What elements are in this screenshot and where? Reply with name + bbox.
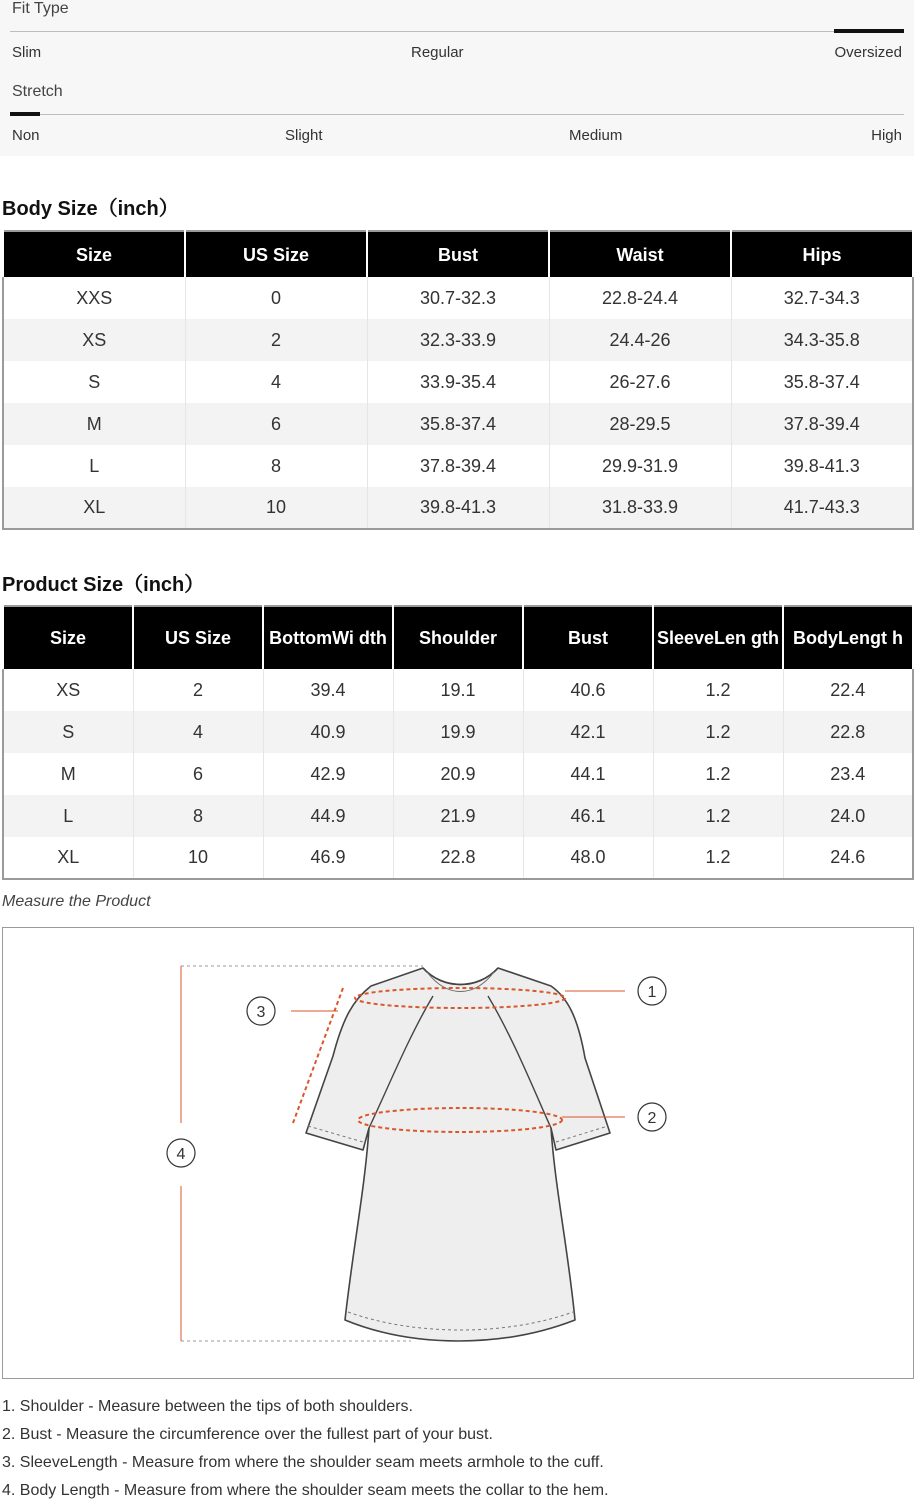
note-body-length: 4. Body Length - Measure from where the shoulder seam meets the collar to the hem. [2, 1482, 609, 1499]
header-us-size: US Size [133, 606, 263, 669]
cell: 1.2 [653, 795, 783, 837]
product-size-header-row [3, 606, 913, 669]
stretch-label-slight: Slight [285, 127, 323, 144]
cell: 44.9 [263, 795, 393, 837]
cell: 37.8-39.4 [367, 445, 549, 487]
cell: 40.6 [523, 669, 653, 711]
stretch-label-non: Non [12, 127, 40, 144]
cell: 10 [133, 837, 263, 879]
fit-type-label-regular: Regular [411, 44, 464, 61]
cell: 4 [185, 361, 367, 403]
cell: 23.4 [783, 753, 913, 795]
note-bust: 2. Bust - Measure the circumference over the fullest part of your bust. [2, 1426, 493, 1443]
marker-4 [167, 1139, 195, 1167]
tshirt-outline [306, 968, 610, 1341]
table-row [3, 487, 913, 529]
cell: 8 [133, 795, 263, 837]
cell: 19.1 [393, 669, 523, 711]
fit-stretch-panel [0, 0, 914, 156]
cell: 22.8 [783, 711, 913, 753]
cell: 39.8-41.3 [367, 487, 549, 529]
cell: 24.0 [783, 795, 913, 837]
cell: 42.1 [523, 711, 653, 753]
cell: 22.4 [783, 669, 913, 711]
cell: M [3, 753, 133, 795]
marker-3 [247, 997, 275, 1025]
cell: XS [3, 669, 133, 711]
cell: 26-27.6 [549, 361, 731, 403]
header-bust: Bust [367, 231, 549, 277]
stretch-label-medium: Medium [569, 127, 623, 144]
cell: M [3, 403, 185, 445]
measure-caption: Measure the Product [2, 893, 151, 910]
cell: 37.8-39.4 [731, 403, 913, 445]
svg-text:1: 1 [647, 984, 657, 1001]
cell: 22.8 [393, 837, 523, 879]
marker-2 [638, 1103, 666, 1131]
cell: 22.8-24.4 [549, 277, 731, 319]
cell: 24.4-26 [549, 319, 731, 361]
cell: 33.9-35.4 [367, 361, 549, 403]
body-size-title: Body Size（inch） [2, 198, 179, 220]
header-us-size: US Size [185, 231, 367, 277]
cell: 35.8-37.4 [731, 361, 913, 403]
measure-notes [2, 1393, 609, 1505]
stretch-title: Stretch [12, 83, 63, 100]
cell: 8 [185, 445, 367, 487]
cell: 19.9 [393, 711, 523, 753]
cell: 41.7-43.3 [731, 487, 913, 529]
cell: L [3, 445, 185, 487]
cell: 46.1 [523, 795, 653, 837]
fit-type-title: Fit Type [12, 0, 69, 17]
product-size-table [2, 605, 914, 880]
cell: 30.7-32.3 [367, 277, 549, 319]
cell: 2 [133, 669, 263, 711]
cell: 40.9 [263, 711, 393, 753]
header-size: Size [3, 231, 185, 277]
stretch-track [10, 114, 904, 115]
table-row [3, 403, 913, 445]
header-waist: Waist [549, 231, 731, 277]
cell: 39.4 [263, 669, 393, 711]
cell: 24.6 [783, 837, 913, 879]
cell: XXS [3, 277, 185, 319]
body-size-header-row [3, 231, 913, 277]
marker-1 [638, 977, 666, 1005]
cell: 10 [185, 487, 367, 529]
fit-type-track [10, 31, 904, 32]
svg-text:4: 4 [176, 1146, 186, 1163]
cell: 32.7-34.3 [731, 277, 913, 319]
cell: 48.0 [523, 837, 653, 879]
fit-type-label-slim: Slim [12, 44, 42, 61]
cell: 4 [133, 711, 263, 753]
cell: 29.9-31.9 [549, 445, 731, 487]
cell: 46.9 [263, 837, 393, 879]
header-hips: Hips [731, 231, 913, 277]
stretch-label-high: High [871, 127, 902, 144]
svg-text:3: 3 [256, 1004, 266, 1021]
cell: 42.9 [263, 753, 393, 795]
cell: 6 [133, 753, 263, 795]
table-row [3, 711, 913, 753]
cell: 1.2 [653, 753, 783, 795]
note-shoulder: 1. Shoulder - Measure between the tips of both shoulders. [2, 1398, 413, 1415]
cell: 2 [185, 319, 367, 361]
body-size-table [2, 230, 914, 530]
product-size-title: Product Size（inch） [2, 574, 205, 596]
cell: XL [3, 487, 185, 529]
svg-text:2: 2 [647, 1110, 657, 1127]
fit-type-selected-marker [834, 29, 904, 33]
cell: XL [3, 837, 133, 879]
cell: 39.8-41.3 [731, 445, 913, 487]
table-row [3, 319, 913, 361]
header-bottom-width: BottomWi dth [263, 606, 393, 669]
cell: 1.2 [653, 837, 783, 879]
cell: 34.3-35.8 [731, 319, 913, 361]
cell: 32.3-33.9 [367, 319, 549, 361]
table-row [3, 669, 913, 711]
header-sleeve-length: SleeveLen gth [653, 606, 783, 669]
cell: S [3, 711, 133, 753]
header-size: Size [3, 606, 133, 669]
cell: 1.2 [653, 711, 783, 753]
cell: XS [3, 319, 185, 361]
measure-diagram [2, 927, 914, 1379]
cell: 21.9 [393, 795, 523, 837]
header-bust: Bust [523, 606, 653, 669]
stretch-selected-marker [10, 112, 40, 116]
cell: 31.8-33.9 [549, 487, 731, 529]
table-row [3, 795, 913, 837]
cell: 28-29.5 [549, 403, 731, 445]
cell: 35.8-37.4 [367, 403, 549, 445]
table-row [3, 753, 913, 795]
fit-type-label-oversized: Oversized [834, 44, 902, 61]
cell: L [3, 795, 133, 837]
cell: 20.9 [393, 753, 523, 795]
table-row [3, 445, 913, 487]
cell: S [3, 361, 185, 403]
header-shoulder: Shoulder [393, 606, 523, 669]
note-sleeve-length: 3. SleeveLength - Measure from where the shoulder seam meets armhole to the cuff. [2, 1454, 604, 1471]
tshirt-illustration [3, 928, 913, 1378]
cell: 0 [185, 277, 367, 319]
table-row [3, 277, 913, 319]
table-row [3, 361, 913, 403]
header-body-length: BodyLengt h [783, 606, 913, 669]
cell: 1.2 [653, 669, 783, 711]
cell: 6 [185, 403, 367, 445]
cell: 44.1 [523, 753, 653, 795]
table-row [3, 837, 913, 879]
